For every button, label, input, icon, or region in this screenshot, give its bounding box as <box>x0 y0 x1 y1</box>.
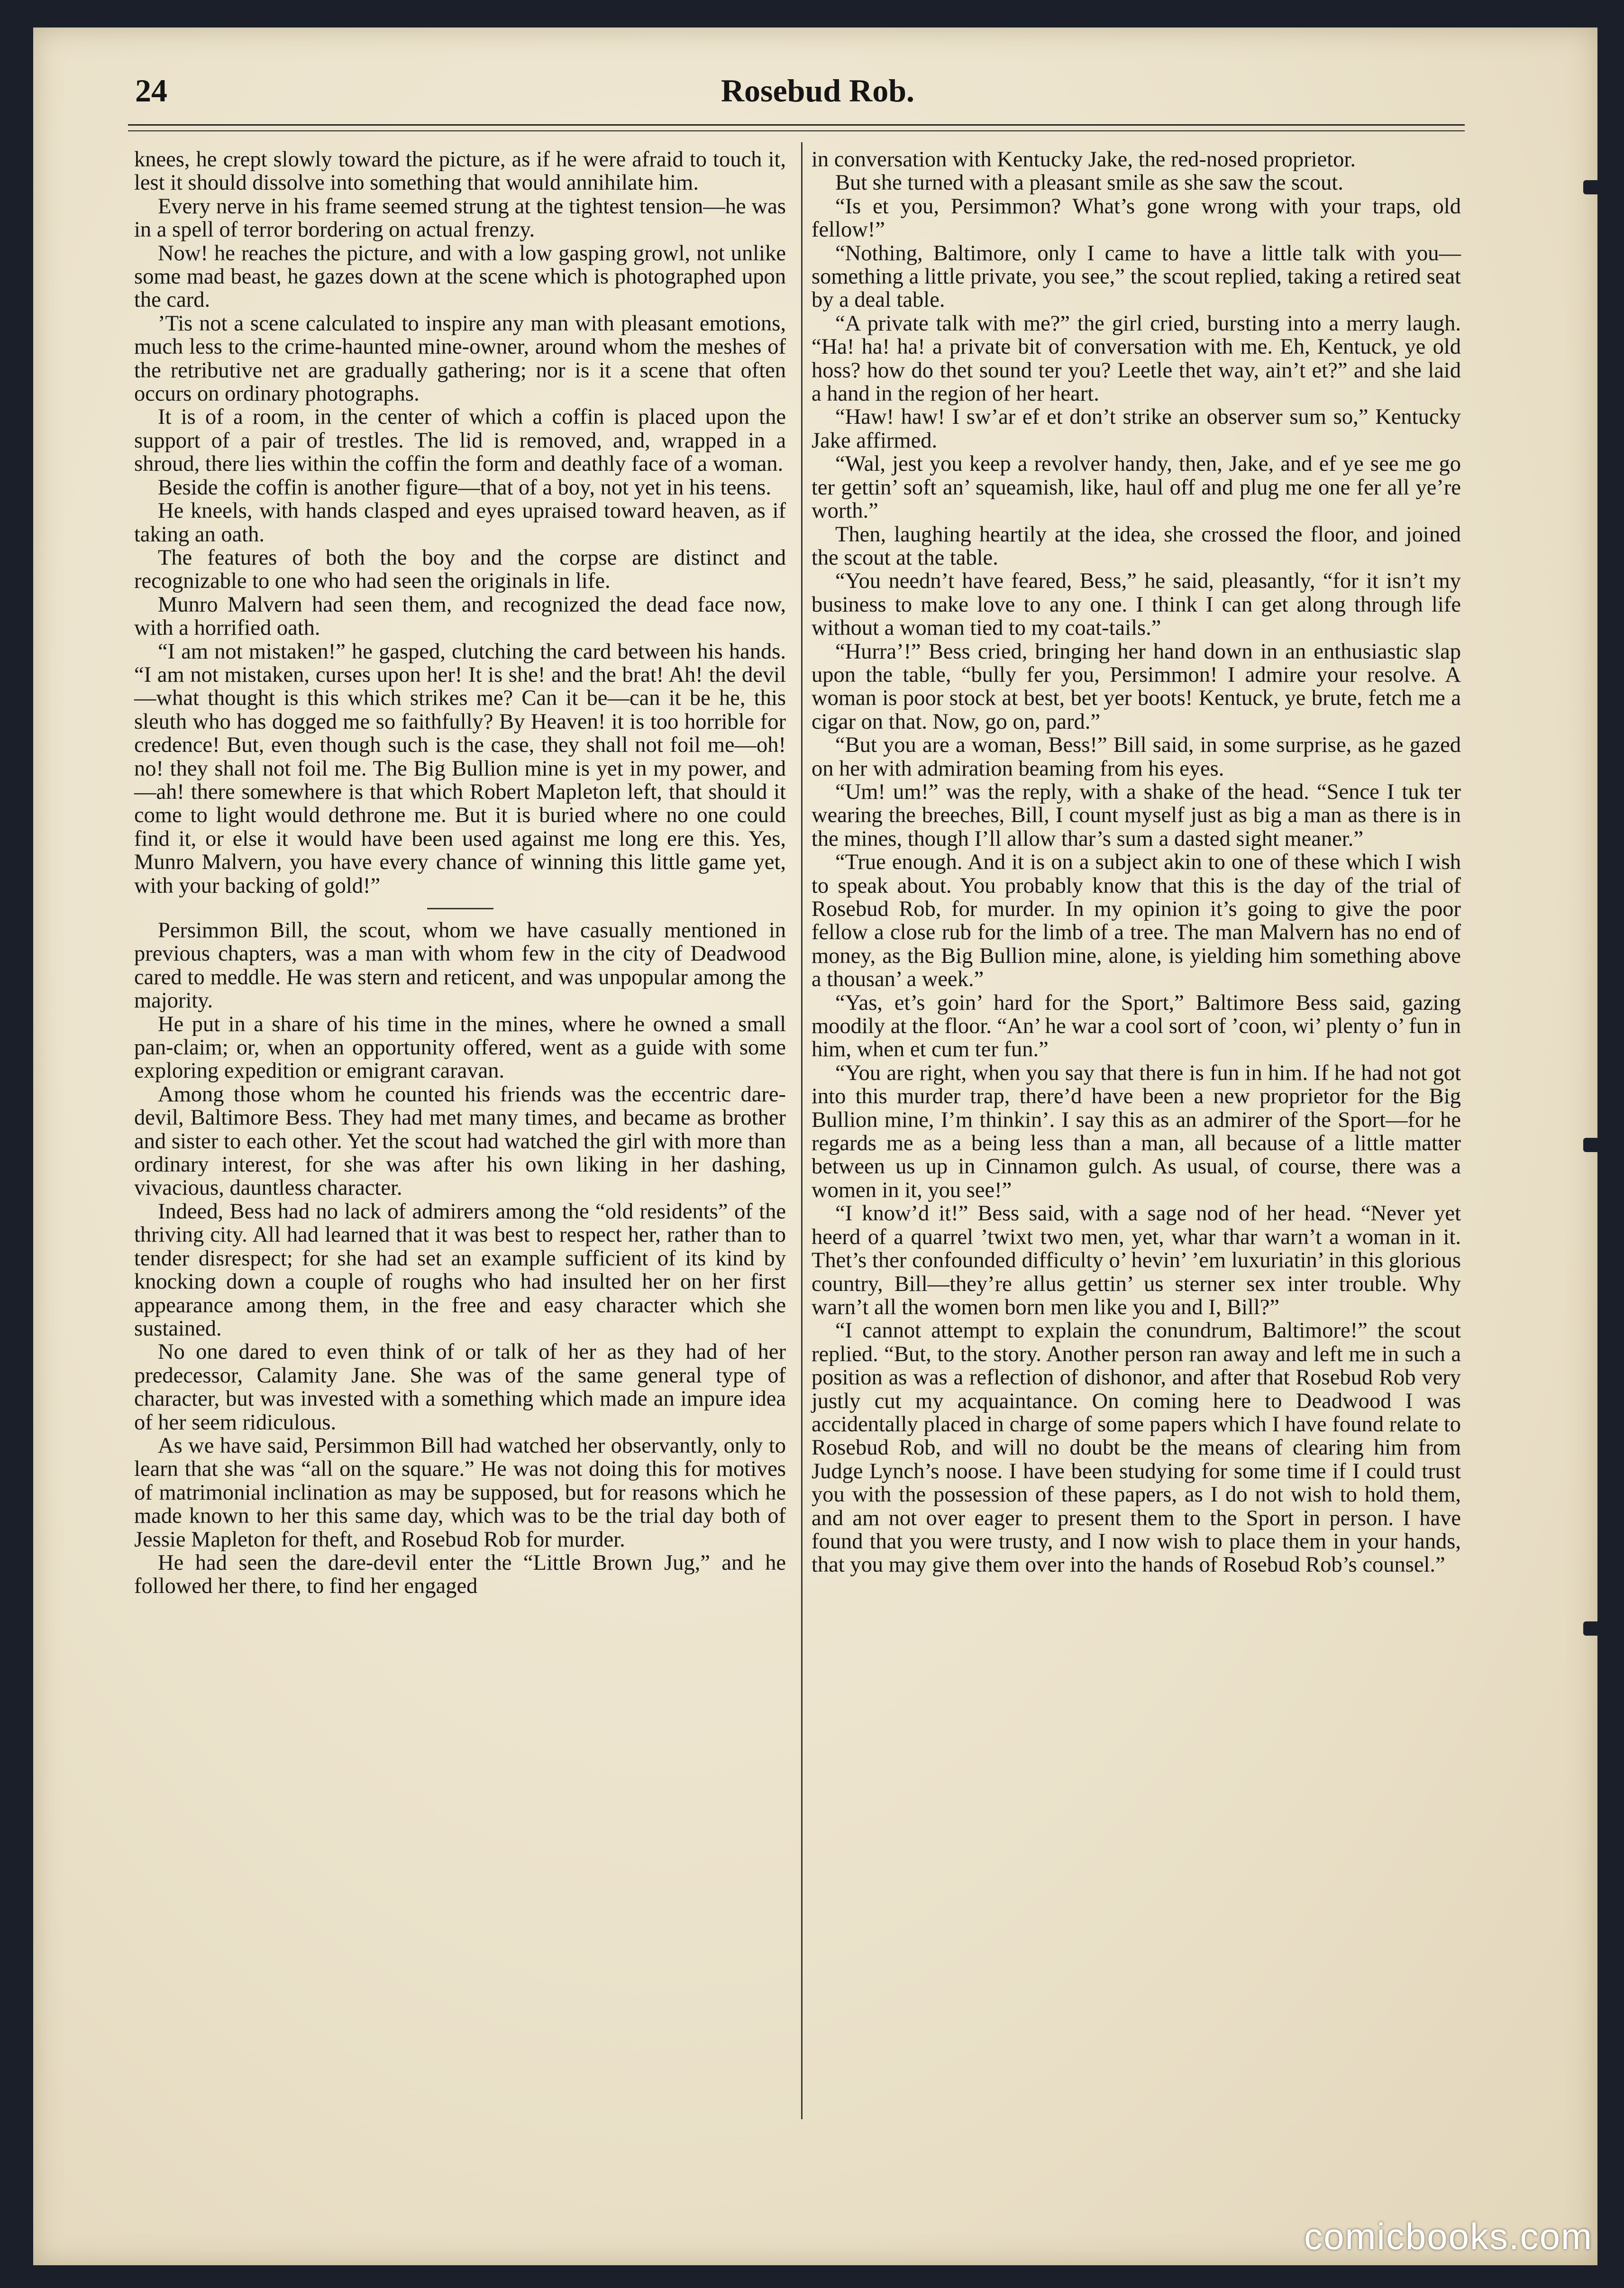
paragraph: “Um! um!” was the reply, with a shake of the head. “Sence I tuk ter wearing the breeches, Bill, I count myself just as big a man as there is in the mines, though I’ll allow thar’s sum a dasted sight meaner.” <box>812 779 1461 851</box>
paragraph: Beside the coffin is another figure—that of a boy, not yet in his teens. <box>158 475 771 500</box>
paragraph: He kneels, with hands clasped and eyes upraised toward heaven, as if taking an oath. <box>134 499 786 547</box>
paragraph: Every nerve in his frame seemed strung at the tightest tension—he was in a spell of terror bordering on actual frenzy. <box>134 194 786 242</box>
left-column <box>134 148 786 1598</box>
paragraph: “Nothing, Baltimore, only I came to have a little talk with you—something a little private, you see,” the scout replied, taking a retired seat by a deal table. <box>812 241 1461 312</box>
page-number: 24 <box>135 73 167 109</box>
binding-hole <box>1583 180 1606 194</box>
paragraph: Among those whom he counted his friends was the eccentric dare-devil, Baltimore Bess. They had met many times, and became as brother and sister to each other. Yet the scout had watched the girl with more than ordinary interest, for she was after his own liking in her dashing, vivacious, dauntless character. <box>134 1082 786 1200</box>
header-rule <box>128 124 1465 131</box>
paragraph: “A private talk with me?” the girl cried, bursting into a merry laugh. “Ha! ha! ha! a private bit of conversation with me. Eh, Kentuck, ye old hoss? how do thet sound ter you? Leetle thet way, ain’t et?” and she laid a hand in the region of her heart. <box>812 311 1461 406</box>
paragraph: Now! he reaches the picture, and with a low gasping growl, not unlike some mad beast, he gazes down at the scene which is photographed upon the card. <box>134 241 786 312</box>
paragraph: “Wal, jest you keep a revolver handy, then, Jake, and ef ye see me go ter gettin’ soft an’ squeamish, like, haul off and plug me one fer all ye’re worth.” <box>812 452 1461 523</box>
paragraph: “True enough. And it is on a subject akin to one of these which I wish to speak about. You probably know that this is the day of the trial of Rosebud Rob, for murder. In my opinion it’s going to give the poor fellow a close rub for the limb of a tree. The man Malvern has no end of money, as the Big Bullion mine, alone, is yielding him something above a thousan’ a week.” <box>812 850 1461 992</box>
paragraph: But she turned with a pleasant smile as she saw the scout. <box>835 171 1343 195</box>
paragraph: “Yas, et’s goin’ hard for the Sport,” Baltimore Bess said, gazing moodily at the floor. “An’ he war a cool sort of ’coon, wi’ plenty o’ fun in him, when et cum ter fun.” <box>812 990 1461 1062</box>
section-break <box>427 908 493 909</box>
paragraph: ’Tis not a scene calculated to inspire any man with pleasant emotions, much less to the crime-haunted mine-owner, around whom the meshes of the retributive net are gradually gathering; nor is it a scene that often occurs on ordinary photographs. <box>134 311 786 406</box>
binding-hole <box>1583 1138 1606 1152</box>
paragraph: “I cannot attempt to explain the conundrum, Baltimore!” the scout replied. “But, to the story. Another person ran away and left me in such a position as was a reflection of dishonor, and after that Rosebud Rob very justly cut my acquaintance. On coming here to Deadwood I was accidentally placed in charge of some papers which I have found relate to Rosebud Rob, and will no doubt be the means of clearing him from Judge Lynch’s noose. I have been studying for some time if I could trust you with the possession of these papers, as I do not wish to hold them, and am not over eager to present them to the Sport in person. I have found that you were trusty, and I now wish to place them in your hands, that you may give them over into the hands of Rosebud Rob’s counsel.” <box>812 1318 1461 1577</box>
paragraph: “But you are a woman, Bess!” Bill said, in some surprise, as he gazed on her with admiration beaming from his eyes. <box>812 733 1461 781</box>
paragraph: “Is et you, Persimmon? What’s gone wrong with your traps, old fellow!” <box>812 194 1461 242</box>
paragraph: “I am not mistaken!” he gasped, clutching the card between his hands. “I am not mistaken, curses upon her! It is she! and the brat! Ah! the devil—what thought is this which strikes me? Can it be—can it be he, this sleuth who has dogged me so faithfully? By Heaven! it is too horrible for credence! But, even though such is the case, they shall not foil me—oh! no! they shall not foil me. The Big Bullion mine is yet in my power, and—ah! there somewhere is that which Robert Mapleton left, that should it come to light would dethrone me. But it is buried where no one could find it, or else it would have been used against me long ere this. Yes, Munro Malvern, you have every chance of winning this little game yet, with your backing of gold!” <box>134 639 786 898</box>
column-divider <box>801 142 803 2119</box>
paragraph: It is of a room, in the center of which a coffin is placed upon the support of a pair of trestles. The lid is removed, and, wrapped in a shroud, there lies within the coffin the form and deathly face of a woman. <box>134 405 786 476</box>
paragraph: The features of both the boy and the corpse are distinct and recognizable to one who had seen the originals in life. <box>134 545 786 594</box>
paragraph: Munro Malvern had seen them, and recognized the dead face now, with a horrified oath. <box>134 592 786 641</box>
binding-hole <box>1583 1621 1606 1636</box>
paragraph: Indeed, Bess had no lack of admirers among the “old residents” of the thriving city. All had learned that it was best to respect her, rather than to tender disrespect; for she had set an example sufficient of its kind by knocking down a couple of roughs who had insulted her on her first appearance among them, in the free and easy character which she sustained. <box>134 1199 786 1341</box>
paragraph: “Haw! haw! I sw’ar ef et don’t strike an observer sum so,” Kentucky Jake affirmed. <box>812 405 1461 453</box>
paragraph: “Hurra’!” Bess cried, bringing her hand down in an enthusiastic slap upon the table, “bully fer you, Persimmon! I admire your resolve. A woman is poor stock at best, bet yer boots! Kentuck, ye brute, fetch me a cigar on that. Now, go on, pard.” <box>812 639 1461 734</box>
paragraph: “You are right, when you say that there is fun in him. If he had not got into this murder trap, there’d have been a new proprietor for the Big Bullion mine, I’m thinkin’. I say this as an admirer of the Sport—for he regards me as a being less than a man, all because of a little matter between us up in Cinnamon gulch. As usual, of course, there was a women in it, you see!” <box>812 1061 1461 1202</box>
right-column <box>812 148 1461 1577</box>
paragraph: knees, he crept slowly toward the picture, as if he were afraid to touch it, lest it should dissolve into something that would annihilate him. <box>134 147 786 195</box>
paragraph: As we have said, Persimmon Bill had watched her observantly, only to learn that she was “all on the square.” He was not doing this for motives of matrimonial inclination as may be supposed, but for reasons which he made known to her this same day, which was to be the trial day both of Jessie Mapleton for theft, and Rosebud Rob for murder. <box>134 1433 786 1552</box>
paragraph: He had seen the dare-devil enter the “Little Brown Jug,” and he followed her there, to find her engaged <box>134 1550 786 1599</box>
page-header <box>135 72 1462 119</box>
paragraph: in conversation with Kentucky Jake, the red-nosed proprietor. <box>812 147 1356 172</box>
running-title: Rosebud Rob. <box>721 73 915 109</box>
site-watermark: comicbooks.com <box>1304 2215 1593 2257</box>
paragraph: “I know’d it!” Bess said, with a sage nod of her head. “Never yet heerd of a quarrel ’twixt two men, yet, whar thar warn’t a woman in it. Thet’s ther confounded difficulty o’ hevin’ ’em luxuriatin’ in this glorious country, Bill—they’re allus gettin’ us sterner sex inter trouble. Why warn’t all the women born men like you and I, Bill?” <box>812 1201 1461 1319</box>
paragraph: Then, laughing heartily at the idea, she crossed the floor, and joined the scout at the table. <box>812 522 1461 570</box>
paragraph: “You needn’t have feared, Bess,” he said, pleasantly, “for it isn’t my business to make love to any one. I think I can get along through life without a woman tied to my coat-tails.” <box>812 569 1461 641</box>
paragraph: No one dared to even think of or talk of her as they had of her predecessor, Calamity Jane. She was of the same general type of character, but was invested with a something which made an impure idea of her seem ridiculous. <box>134 1340 786 1435</box>
paragraph: He put in a share of his time in the mines, where he owned a small pan-claim; or, when an opportunity offered, went as a guide with some exploring expedition or emigrant caravan. <box>134 1012 786 1083</box>
paragraph: Persimmon Bill, the scout, whom we have casually mentioned in previous chapters, was a man with whom few in the city of Deadwood cared to meddle. He was stern and reticent, and was unpopular among the majority. <box>134 918 786 1013</box>
